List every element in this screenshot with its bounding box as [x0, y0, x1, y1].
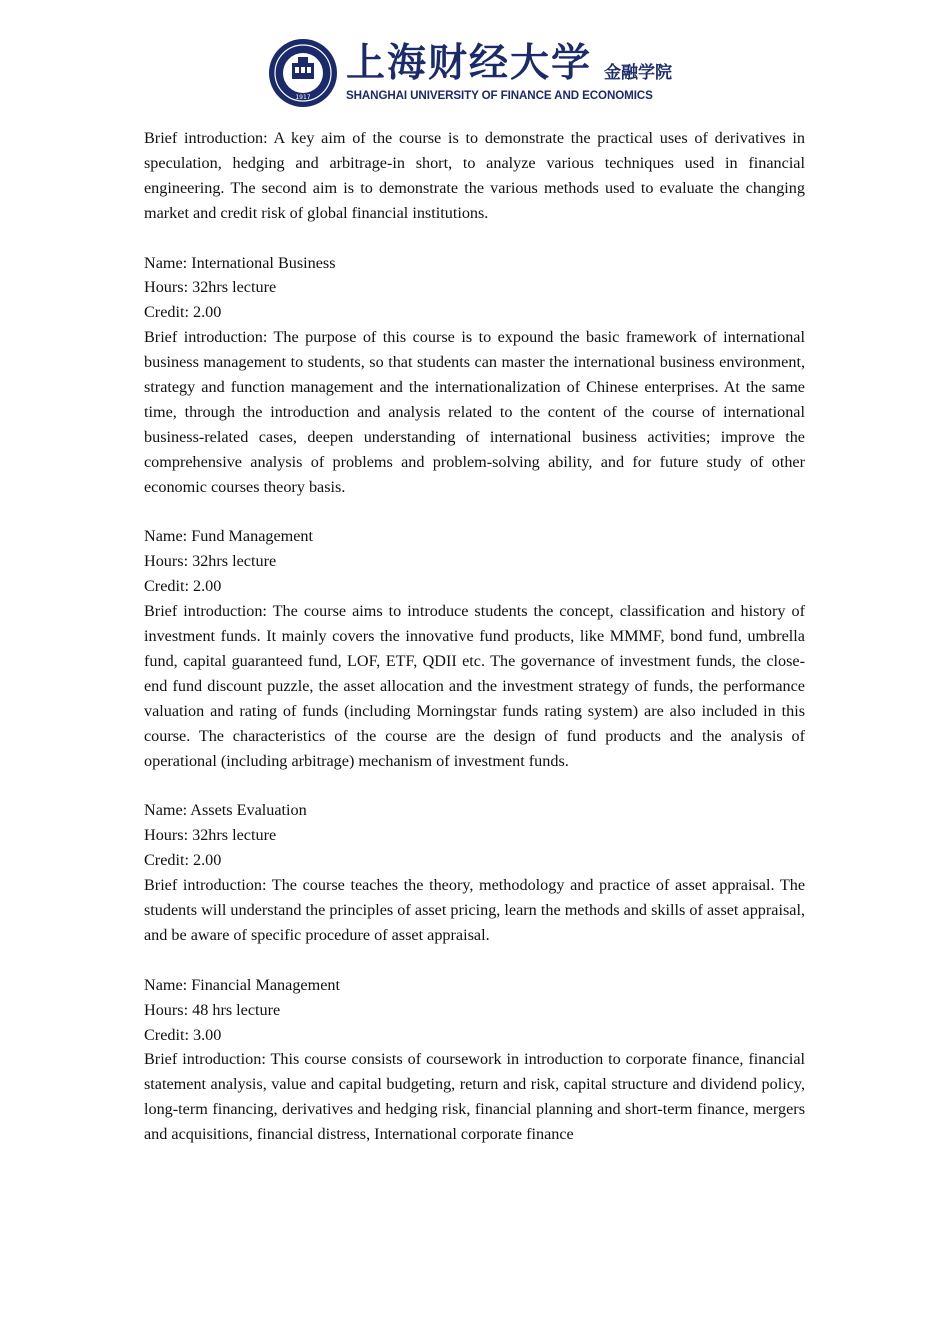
university-seal-icon [268, 38, 338, 108]
course-intro: Brief introduction: The course teaches the theory, methodology and practice of asset appraisal. The students will understand the principles of asset pricing, learn the methods and skills of asset appraisal, and be aware of specific procedure of asset appraisal. [144, 876, 805, 944]
course-name: Name: Fund Management [144, 527, 314, 546]
university-english-name: SHANGHAI UNIVERSITY OF FINANCE AND ECONOMICS [346, 89, 653, 102]
page-header [268, 38, 688, 110]
course-international-business [144, 251, 805, 500]
course-credit: Credit: 2.00 [144, 303, 222, 322]
course-name: Name: International Business [144, 253, 336, 272]
course-intro: Brief introduction: The course aims to introduce students the concept, classification and history of investment funds. It mainly covers the innovative fund products, like MMMF, bond fund, umbrella fund, capital guaranteed fund, LOF, ETF, QDII etc. The governance of investment funds, the close-end fund discount puzzle, the asset allocation and the investment strategy of funds, the performance valuation and rating of funds (including Morningstar funds rating system) are also included in this course. The characteristics of the course are the design of fund products and the analysis of operational (including arbitrage) mechanism of investment funds. [144, 602, 805, 770]
course-credit: Credit: 3.00 [144, 1025, 222, 1044]
course-credit: Credit: 2.00 [144, 577, 222, 596]
course-intro: Brief introduction: This course consists of coursework in introduction to corporate finance, financial statement analysis, value and capital budgeting, return and risk, capital structure and dividend policy, long-term financing, derivatives and hedging risk, financial planning and short-term finance, mergers and acquisitions, financial distress, International corporate finance [144, 1050, 805, 1144]
section-gap [144, 500, 805, 525]
section-gap [144, 226, 805, 251]
course-hours: Hours: 32hrs lecture [144, 552, 277, 571]
seal-year: 1917 [295, 94, 311, 101]
course-financial-management [144, 973, 805, 1147]
section-gap [144, 774, 805, 799]
course-hours: Hours: 48 hrs lecture [144, 1000, 281, 1019]
course-hours: Hours: 32hrs lecture [144, 278, 277, 297]
university-chinese-name: 上海财经大学 [346, 40, 593, 86]
course-name: Name: Assets Evaluation [144, 801, 307, 820]
course-fund-management [144, 524, 805, 773]
previous-course-intro: Brief introduction: A key aim of the course is to demonstrate the practical uses of derivatives in speculation, hedging and arbitrage-in short, to analyze various techniques used in financial engineering. The second aim is to demonstrate the various methods used to evaluate the changing market and credit risk of global financial institutions. [144, 129, 805, 222]
course-name: Name: Financial Management [144, 975, 340, 994]
course-assets-evaluation [144, 798, 805, 947]
course-hours: Hours: 32hrs lecture [144, 826, 277, 845]
course-list [144, 126, 805, 1147]
course-intro: Brief introduction: The purpose of this course is to expound the basic framework of international business management to students, so that students can master the international business environment, strategy and function management and the internationalization of Chinese enterprises. At the same time, through the introduction and analysis related to the content of the course of international business-related cases, deepen understanding of international business activities; improve the comprehensive analysis of problems and problem-solving ability, and for future study of other economic courses theory basis. [144, 328, 805, 496]
course-credit: Credit: 2.00 [144, 851, 222, 870]
section-gap [144, 948, 805, 973]
school-name: 金融学院 [604, 63, 672, 83]
